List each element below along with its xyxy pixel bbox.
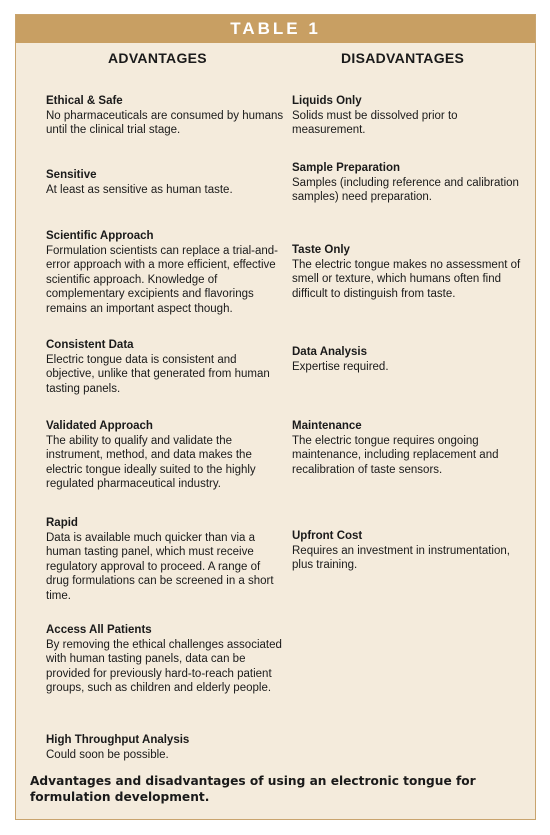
disadvantage-title: Data Analysis [292, 346, 367, 358]
advantage-item [46, 229, 286, 316]
advantage-title: Ethical & Safe [46, 95, 123, 107]
advantage-item [46, 733, 286, 762]
advantage-title: Validated Approach [46, 420, 153, 432]
disadvantage-title: Maintenance [292, 420, 362, 432]
advantage-text: The ability to qualify and validate the instrument, method, and data makes the electric tongue ideally suited to the highly regulated pharmaceutical industry. [46, 434, 256, 490]
disadvantage-item [292, 161, 532, 205]
disadvantage-item [292, 94, 532, 138]
advantage-item [46, 419, 286, 492]
table-card [15, 14, 536, 820]
advantage-text: Formulation scientists can replace a trial-and-error approach with a more efficient, effective scientific approach. Knowledge of complementary excipients and flavorings remains an important aspect though. [46, 244, 279, 315]
advantage-item [46, 94, 286, 138]
advantage-text: At least as sensitive as human taste. [46, 183, 233, 196]
disadvantage-text: The electric tongue requires ongoing maintenance, including replacement and recalibration of taste sensors. [292, 434, 499, 476]
disadvantage-text: Solids must be dissolved prior to measurement. [292, 109, 458, 136]
disadvantages-header: DISADVANTAGES [341, 50, 465, 66]
disadvantage-item [292, 419, 532, 477]
advantage-title: Scientific Approach [46, 230, 154, 242]
disadvantage-text: Requires an investment in instrumentation, plus training. [292, 544, 510, 571]
disadvantage-item [292, 529, 532, 573]
advantage-text: Data is available much quicker than via a human tasting panel, which must receive regulatory approval to proceed. A range of drug formulations can be screened in a short time. [46, 531, 274, 602]
advantage-text: Could soon be possible. [46, 748, 169, 761]
advantage-item [46, 338, 286, 396]
advantages-header: ADVANTAGES [108, 50, 207, 66]
disadvantage-item [292, 243, 532, 301]
advantage-title: Access All Patients [46, 624, 152, 636]
disadvantage-title: Upfront Cost [292, 530, 363, 542]
advantage-text: No pharmaceuticals are consumed by humans until the clinical trial stage. [46, 109, 284, 136]
advantage-item [46, 623, 286, 696]
advantage-title: Sensitive [46, 169, 97, 181]
disadvantage-title: Liquids Only [292, 95, 362, 107]
advantage-title: Rapid [46, 517, 78, 529]
advantage-item [46, 168, 286, 197]
advantage-item [46, 516, 286, 603]
table-title: TABLE 1 [16, 15, 535, 43]
disadvantage-text: Expertise required. [292, 360, 389, 373]
table-caption: Advantages and disadvantages of using an electronic tongue for formulation development. [30, 774, 476, 804]
disadvantage-item [292, 345, 532, 374]
disadvantage-text: Samples (including reference and calibration samples) need preparation. [292, 176, 519, 203]
advantage-text: By removing the ethical challenges associated with human tasting panels, data can be provided for previously hard-to-reach patient groups, such as children and elderly people. [46, 638, 282, 694]
advantage-text: Electric tongue data is consistent and objective, unlike that generated from human tasting panels. [46, 353, 270, 395]
disadvantage-title: Sample Preparation [292, 162, 401, 174]
disadvantage-text: The electric tongue makes no assessment of smell or texture, which humans often find difficult to distinguish from taste. [292, 258, 521, 300]
advantage-title: High Throughput Analysis [46, 734, 190, 746]
advantage-title: Consistent Data [46, 339, 134, 351]
disadvantage-title: Taste Only [292, 244, 350, 256]
